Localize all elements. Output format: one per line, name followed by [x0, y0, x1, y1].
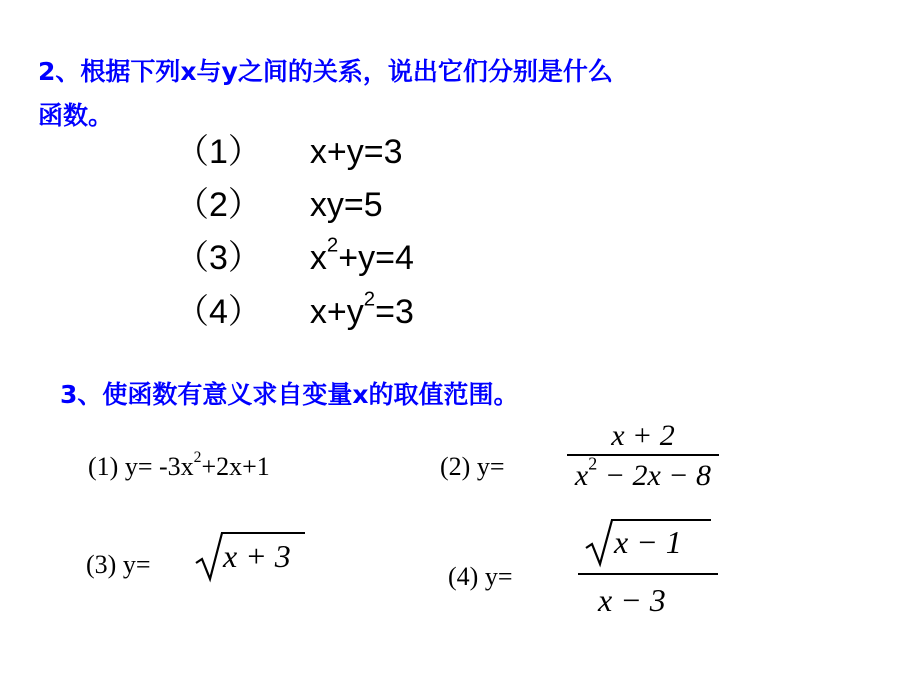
q3-problem-2-label: (2) y= [440, 452, 505, 481]
fraction-denominator: x − 3 [598, 582, 666, 618]
equation-text-rest: +y=4 [338, 239, 414, 277]
q2-heading-line1: 2、根据下列x与y之间的关系，说出它们分别是什么 [38, 57, 613, 86]
equation-exponent: 2 [363, 288, 376, 311]
equation-text: x+y [309, 293, 364, 331]
fraction-bar [578, 573, 718, 575]
q3-heading: 3、使函数有意义求自变量x的取值范围。 [60, 380, 519, 409]
equation-text: x+y=3 [309, 133, 403, 171]
radicand: x + 3 [223, 538, 291, 574]
q2-heading-line2: 函数。 [38, 101, 114, 130]
q3-problem-3-label: (3) y= [86, 550, 151, 579]
item-number: （4） [175, 293, 262, 331]
equation-text: xy=5 [309, 186, 383, 224]
function-exponent: 2 [193, 448, 202, 466]
equation-exponent: 2 [326, 234, 339, 257]
q3-problem-2-fraction [567, 418, 719, 496]
q3-problem-1 [88, 448, 270, 482]
problem-label: (1) y= [88, 452, 159, 481]
q3-problem-4-label: (4) y= [448, 562, 513, 591]
fraction-denominator [574, 453, 712, 496]
q2-item-1 [175, 124, 403, 173]
q2-item-3 [175, 230, 414, 279]
item-number: （3） [175, 239, 262, 277]
fraction-numerator: x + 2 [611, 419, 675, 452]
q2-item-4 [175, 284, 414, 333]
radical-overline [221, 532, 305, 534]
function-expression: -3x [158, 452, 194, 481]
numerator-radicand: x − 1 [614, 524, 682, 560]
q2-item-2 [175, 177, 383, 226]
equation-text: x [309, 239, 327, 277]
radical-overline [611, 519, 711, 521]
function-expression-rest: +2x+1 [201, 452, 270, 481]
radical-sign-icon [194, 531, 224, 583]
denominator-rest: − 2x − 8 [597, 459, 712, 492]
equation-text-rest: =3 [375, 293, 414, 331]
denominator-variable: x [574, 459, 589, 492]
item-number: （1） [175, 133, 262, 171]
denominator-exponent: 2 [588, 453, 598, 474]
item-number: （2） [175, 186, 262, 224]
radical-sign-icon [584, 518, 614, 568]
